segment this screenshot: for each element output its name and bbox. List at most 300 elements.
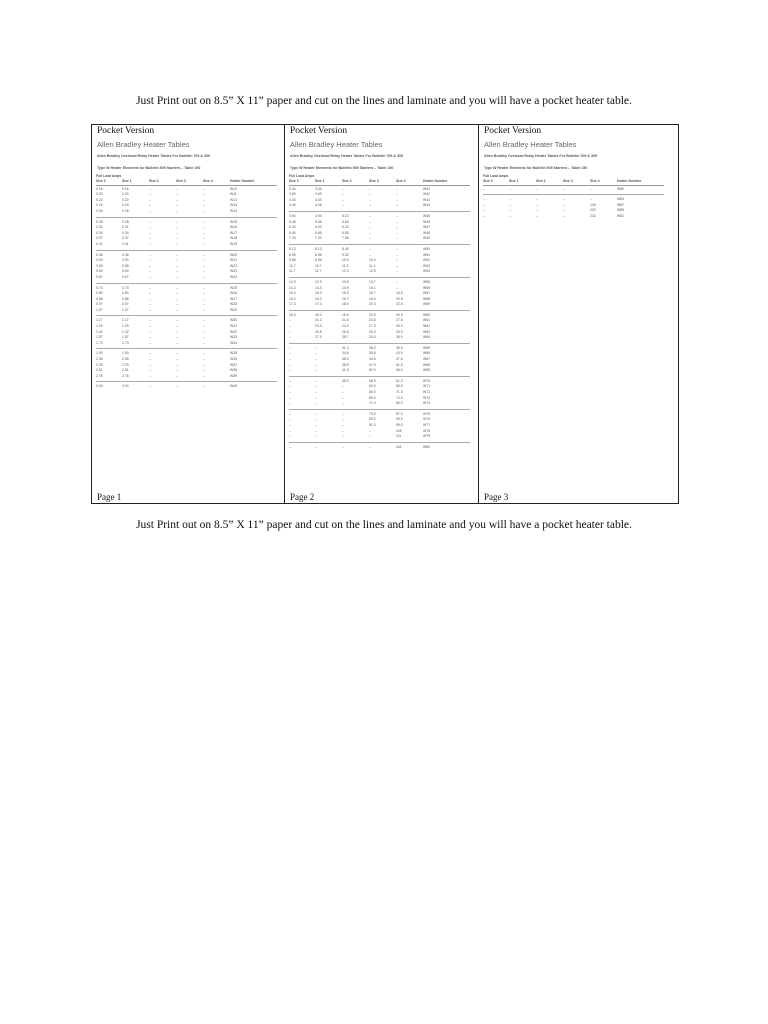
table-cell: -- (203, 263, 206, 268)
table-cell: 4.46 (315, 203, 322, 208)
table-cell: 12.9 (315, 279, 322, 284)
row-group (96, 317, 277, 349)
table-cell: -- (315, 345, 318, 350)
row-group (96, 219, 277, 251)
table-row (289, 236, 470, 242)
table-cell: -- (369, 225, 372, 230)
table-cell: -- (289, 401, 292, 406)
table-cell: W84 (617, 197, 624, 202)
table-cell: 0.55 (122, 263, 129, 268)
row-group (289, 378, 470, 410)
table-cell: -- (342, 411, 345, 416)
table-cell: 24.2 (342, 324, 349, 329)
table-cell: 36.0 (369, 345, 376, 350)
table-cell: -- (203, 324, 206, 329)
table-cell: -- (176, 263, 179, 268)
table-cell: -- (342, 203, 345, 208)
table-cell: 0.67 (96, 274, 103, 279)
table-cell: W41 (423, 186, 430, 191)
table-cell: 1.57 (96, 335, 103, 340)
table-cell: -- (289, 417, 292, 422)
table-cell: 2.76 (96, 373, 103, 378)
table-cell: W16 (230, 225, 237, 230)
row-group (96, 383, 277, 392)
table-cell: -- (149, 203, 152, 208)
table-cell: -- (315, 417, 318, 422)
table-cell: 28.7 (342, 335, 349, 340)
table-cell: -- (176, 362, 179, 367)
table-cell: 14.3 (315, 285, 322, 290)
table-cell: 2.08 (96, 357, 103, 362)
table-cell: W14 (230, 208, 237, 213)
table-cell: -- (176, 252, 179, 257)
table-cell: W66 (423, 351, 430, 356)
table-cell: -- (483, 186, 486, 191)
column-header: Size 0 (483, 179, 493, 183)
table-cell: 3.34 (315, 186, 322, 191)
table-cell: 1.42 (96, 329, 103, 334)
table-cell: -- (342, 434, 345, 439)
table-cell: 0.88 (96, 296, 103, 301)
table-cell: 6.65 (315, 230, 322, 235)
table-cell: -- (203, 291, 206, 296)
table-cell: 6.85 (342, 230, 349, 235)
table-cell: 45.0 (342, 378, 349, 383)
table-cell: 135 (590, 202, 596, 207)
table-cell: 2.29 (122, 362, 129, 367)
table-cell: -- (536, 197, 539, 202)
table-cell: -- (369, 197, 372, 202)
table-cell: 11.7 (315, 269, 322, 274)
table-cell: W62 (423, 324, 430, 329)
table-cell: -- (536, 202, 539, 207)
table-cell: 41.5 (342, 368, 349, 373)
table-cell: 9.86 (315, 258, 322, 263)
table-cell: 1.17 (122, 318, 129, 323)
table-cell: 17.3 (289, 302, 296, 307)
table-cell: -- (396, 219, 399, 224)
table-cell: -- (536, 186, 539, 191)
table-cell: -- (176, 373, 179, 378)
table-cell: -- (176, 219, 179, 224)
table-subtitle: Allen Bradley Overload Relay Heater Tables For Bulletin 709 & 309 (484, 154, 597, 158)
table-cell: 0.31 (96, 225, 103, 230)
table-cell: W20 (230, 252, 237, 257)
table-cell: -- (176, 192, 179, 197)
table-row (96, 209, 277, 215)
table-cell: 16.5 (396, 291, 403, 296)
table-cell: W39 (230, 373, 237, 378)
table-cell: -- (369, 444, 372, 449)
column-header: Size 2 (536, 179, 546, 183)
table-cell: -- (509, 208, 512, 213)
table-cell: -- (176, 241, 179, 246)
table-cell: -- (203, 219, 206, 224)
table-cell: 0.16 (96, 186, 103, 191)
table-cell: -- (396, 246, 399, 251)
table-cell: -- (315, 357, 318, 362)
table-header-row (289, 179, 470, 186)
table-cell: -- (176, 357, 179, 362)
table-cell: 16.7 (369, 291, 376, 296)
table-cell: -- (149, 329, 152, 334)
table-cell: -- (396, 203, 399, 208)
table-cell: W87 (617, 202, 624, 207)
column-header: Size 3 (369, 179, 379, 183)
table-cell: 0.24 (122, 203, 129, 208)
table-cell: -- (369, 246, 372, 251)
table-cell: -- (203, 340, 206, 345)
table-cell: W50 (423, 246, 430, 251)
table-cell: 1.29 (122, 324, 129, 329)
table-title: Allen Bradley Heater Tables (97, 140, 190, 149)
row-group (289, 279, 470, 311)
table-cell: 11.4 (369, 263, 376, 268)
table-cell: W42 (423, 192, 430, 197)
column-header: Size 1 (509, 179, 519, 183)
table-cell: -- (176, 384, 179, 389)
table-cell: W46 (423, 219, 430, 224)
table-cell: -- (176, 296, 179, 301)
table-cell: 3.69 (289, 192, 296, 197)
table-cell: 80.0 (396, 401, 403, 406)
table-cell: 8.40 (342, 246, 349, 251)
table-cell: 1.17 (96, 318, 103, 323)
table-row (289, 401, 470, 407)
table-cell: 0.97 (96, 302, 103, 307)
table-cell: 0.34 (122, 230, 129, 235)
table-cell: 61.0 (396, 378, 403, 383)
page-number: Page 1 (97, 492, 122, 502)
table-cell: -- (289, 411, 292, 416)
table-cell: -- (203, 296, 206, 301)
table-cell: -- (149, 340, 152, 345)
table-cell: 11.3 (342, 263, 349, 268)
table-cell: W12 (230, 197, 237, 202)
table-cell: -- (483, 213, 486, 218)
table-cell: 232 (590, 213, 596, 218)
table-cell: -- (342, 444, 345, 449)
table-cell: 71.0 (369, 401, 376, 406)
table-cell: W45 (423, 213, 430, 218)
table-cell: 4.03 (289, 197, 296, 202)
table-row (289, 203, 470, 209)
table-cell: -- (176, 203, 179, 208)
table-cell: 0.46 (122, 252, 129, 257)
table-cell: 0.60 (96, 269, 103, 274)
table-cell: 3.04 (96, 384, 103, 389)
table-cell: -- (342, 428, 345, 433)
column-header: Size 0 (289, 179, 299, 183)
table-cell: 15.1 (369, 285, 376, 290)
table-cell: 38.5 (342, 362, 349, 367)
table-cell: 0.97 (122, 302, 129, 307)
table-cell: 31.3 (342, 345, 349, 350)
table-cell: 56.5 (369, 378, 376, 383)
table-cell: 0.37 (122, 236, 129, 241)
table-cell: 8.95 (289, 252, 296, 257)
table-cell: -- (176, 307, 179, 312)
table-cell: -- (149, 258, 152, 263)
table-cell: 1.07 (96, 307, 103, 312)
table-cell: -- (369, 186, 372, 191)
row-group (289, 444, 470, 453)
table-cell: 6.03 (289, 225, 296, 230)
table-cell: 6.65 (289, 230, 296, 235)
table-cell: -- (176, 285, 179, 290)
table-row (96, 384, 277, 390)
table-cell: -- (342, 197, 345, 202)
table-cell: 36.0 (396, 335, 403, 340)
table-cell: 22.5 (369, 312, 376, 317)
table-cell: -- (369, 219, 372, 224)
table-cell: 20.3 (369, 302, 376, 307)
table-cell: -- (149, 324, 152, 329)
table-cell: -- (203, 384, 206, 389)
table-cell: 3.69 (315, 192, 322, 197)
table-cell: W36 (230, 357, 237, 362)
table-cell: W81 (617, 213, 624, 218)
table-cell: -- (342, 384, 345, 389)
table-cell: -- (203, 236, 206, 241)
table-cell: W75 (423, 411, 430, 416)
table-cell: 18.4 (369, 296, 376, 301)
table-cell: -- (536, 208, 539, 213)
row-group (96, 350, 277, 382)
table-cell: -- (149, 291, 152, 296)
table-cell: -- (149, 225, 152, 230)
table-cell: W30 (230, 318, 237, 323)
table-cell: 38.5 (342, 357, 349, 362)
column-header: Heater Number (423, 179, 448, 183)
row-group (289, 345, 470, 377)
table-cell: 15.3 (315, 291, 322, 296)
table-cell: -- (149, 186, 152, 191)
table-cell: W48 (423, 230, 430, 235)
table-cell: -- (315, 351, 318, 356)
table-cell: 43.5 (396, 351, 403, 356)
table-cell: 23.3 (315, 324, 322, 329)
table-cell: 7.33 (289, 236, 296, 241)
row-group (289, 312, 470, 344)
table-cell: -- (289, 318, 292, 323)
table-cell: -- (203, 318, 206, 323)
table-cell: W33 (230, 335, 237, 340)
table-cell: 51.5 (396, 362, 403, 367)
table-cell: 11.7 (289, 269, 296, 274)
table-cell: 118 (396, 444, 402, 449)
table-cell: -- (149, 351, 152, 356)
table-title: Allen Bradley Heater Tables (290, 140, 383, 149)
table-cell: 4.94 (315, 213, 322, 218)
table-cell: -- (149, 263, 152, 268)
table-cell: W64 (423, 335, 430, 340)
table-cell: -- (203, 373, 206, 378)
table-row (483, 214, 664, 220)
table-cell: 4.03 (315, 197, 322, 202)
table-cell: -- (149, 373, 152, 378)
table-cell: -- (509, 197, 512, 202)
table-cell: -- (176, 186, 179, 191)
page-number: Page 2 (290, 492, 315, 502)
table-title: Allen Bradley Heater Tables (484, 140, 577, 149)
table-cell: 15.9 (342, 291, 349, 296)
table-cell: -- (396, 186, 399, 191)
pocket-version-label: Pocket Version (484, 126, 542, 136)
pocket-version-label: Pocket Version (290, 126, 348, 136)
table-cell: W65 (423, 345, 430, 350)
table-cell: 14.3 (289, 285, 296, 290)
table-cell: W47 (423, 225, 430, 230)
table-cell: -- (176, 302, 179, 307)
column-header: Heater Number (230, 179, 255, 183)
table-cell: 93.0 (396, 417, 403, 422)
table-cell: -- (176, 197, 179, 202)
table-cell: -- (149, 285, 152, 290)
table-cell: 87.0 (396, 411, 403, 416)
table-cell: -- (203, 208, 206, 213)
table-cell: -- (149, 192, 152, 197)
table-cell: 1.57 (122, 335, 129, 340)
table-cell: -- (149, 219, 152, 224)
table-cell: 2.51 (122, 368, 129, 373)
table-cell: -- (203, 252, 206, 257)
table-cell: -- (149, 241, 152, 246)
table-cell: -- (176, 351, 179, 356)
table-row (289, 335, 470, 341)
table-cell: W49 (423, 236, 430, 241)
full-load-amps-label: Full Load Amps (289, 174, 315, 178)
table-cell: W58 (423, 296, 430, 301)
table-cell: -- (369, 236, 372, 241)
table-row (289, 302, 470, 308)
table-cell: 2.08 (122, 357, 129, 362)
table-cell: W61 (423, 318, 430, 323)
table-cell: 74.0 (396, 395, 403, 400)
table-cell: 5.64 (342, 219, 349, 224)
table-cell: -- (203, 230, 206, 235)
table-cell: -- (176, 274, 179, 279)
table-cell: -- (342, 186, 345, 191)
table-cell: -- (203, 368, 206, 373)
table-cell: 33.0 (369, 335, 376, 340)
table-cell: W67 (423, 357, 430, 362)
table-cell: 0.28 (96, 219, 103, 224)
column-header: Size 1 (122, 179, 132, 183)
table-cell: 66.0 (396, 384, 403, 389)
table-cell: 34.6 (342, 351, 349, 356)
table-cell: 18.4 (315, 312, 322, 317)
table-cell: 17.3 (315, 302, 322, 307)
table-cell: W56 (423, 285, 430, 290)
table-cell: -- (149, 197, 152, 202)
table-cell: 0.50 (96, 258, 103, 263)
table-cell: -- (149, 296, 152, 301)
table-cell: -- (149, 384, 152, 389)
table-cell: 27.3 (315, 335, 322, 340)
table-cell: -- (483, 202, 486, 207)
table-cell: 18.6 (342, 302, 349, 307)
table-cell: W57 (423, 291, 430, 296)
table-cell: 60.0 (369, 390, 376, 394)
full-load-amps-label: Full Load Amps (483, 174, 509, 178)
table-cell: 39.5 (369, 351, 376, 356)
table-cell: 105 (396, 428, 402, 433)
table-cell: W80 (617, 186, 624, 191)
table-cell: 91.0 (369, 422, 376, 427)
table-cell: 30.0 (396, 324, 403, 329)
table-cell: 0.88 (122, 296, 129, 301)
table-cell: -- (563, 208, 566, 213)
table-cell: -- (396, 225, 399, 230)
table-cell: 3.04 (122, 384, 129, 389)
table-cell: W35 (230, 351, 237, 356)
table-cell: W15 (230, 219, 237, 224)
column-header: Size 4 (590, 179, 600, 183)
table-cell: -- (590, 197, 593, 202)
table-cell: 0.41 (96, 241, 103, 246)
table-cell: 33.0 (396, 329, 403, 334)
table-cell: -- (149, 230, 152, 235)
table-cell: -- (176, 258, 179, 263)
table-cell: -- (176, 340, 179, 345)
heater-table (289, 174, 470, 453)
table-cell: -- (315, 368, 318, 373)
table-cell: W11 (230, 192, 237, 197)
table-cell: 39.5 (396, 345, 403, 350)
table-cell: -- (176, 324, 179, 329)
table-cell: -- (203, 335, 206, 340)
column-header: Heater Number (617, 179, 642, 183)
table-cell: 2.51 (96, 368, 103, 373)
table-cell: -- (536, 213, 539, 218)
table-cell: -- (315, 434, 318, 439)
table-cell: 111 (396, 434, 402, 439)
table-cell: -- (149, 274, 152, 279)
column-header: Size 3 (563, 179, 573, 183)
table-cell: 16.2 (289, 296, 296, 301)
table-cell: -- (149, 362, 152, 367)
table-cell: 47.5 (396, 357, 403, 362)
table-row (289, 434, 470, 440)
table-cell: 5.46 (289, 219, 296, 224)
row-group (96, 252, 277, 284)
table-cell: W25 (230, 285, 237, 290)
table-cell: 0.20 (122, 192, 129, 197)
table-cell: 0.73 (122, 285, 129, 290)
table-cell: -- (289, 378, 292, 383)
table-cell: -- (203, 269, 206, 274)
table-cell: -- (289, 434, 292, 439)
page-panel-3 (479, 125, 678, 503)
table-cell: 71.0 (396, 390, 403, 394)
table-cell: W44 (423, 203, 430, 208)
table-cell: W22 (230, 263, 237, 268)
table-cell: -- (203, 351, 206, 356)
table-cell: 0.46 (96, 252, 103, 257)
table-cell: -- (203, 225, 206, 230)
table-cell: -- (203, 241, 206, 246)
table-cell: 1.29 (96, 324, 103, 329)
heater-table (483, 174, 664, 223)
table-cell: -- (315, 384, 318, 389)
table-cell: -- (369, 428, 372, 433)
table-cell: -- (289, 428, 292, 433)
table-cell: -- (289, 395, 292, 400)
table-cell: W31 (230, 324, 237, 329)
table-cell: W52 (423, 258, 430, 263)
table-cell: W71 (423, 384, 430, 389)
